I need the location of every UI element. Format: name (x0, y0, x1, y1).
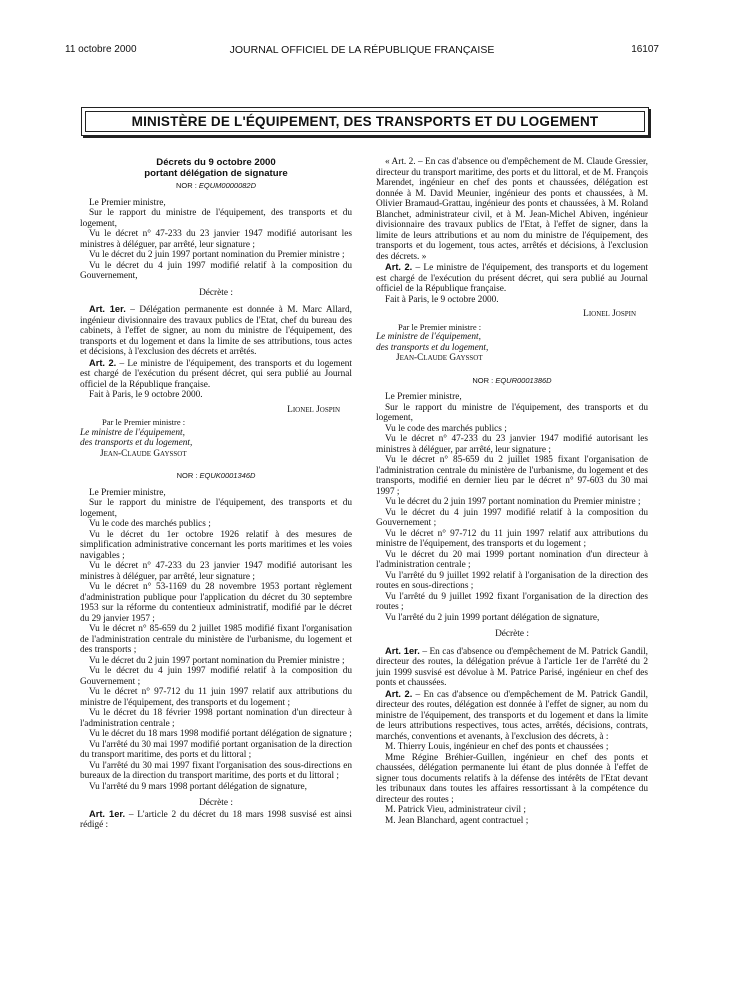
paragraph: Vu le décret n° 47-233 du 23 janvier 1947 modifié autorisant les ministres à déléguer, par arrêté, leur signature ; (376, 434, 648, 455)
paragraph: Vu le décret du 4 juin 1997 modifié relatif à la composition du Gouvernement ; (376, 507, 648, 528)
paragraph: Vu le décret n° 47-233 du 23 janvier 1947 modifié autorisant les ministres à déléguer, par arrêté, leur signature ; (80, 229, 352, 250)
paragraph: Vu le décret n° 97-712 du 11 juin 1997 relatif aux attributions du ministre de l'équipement, des transports et du logement ; (376, 528, 648, 549)
signature: Lionel Jospin (287, 404, 340, 415)
paragraph: Vu l'arrêté du 30 mai 1997 fixant l'organisation des sous-directions en bureaux de la direction du transport maritime, des ports et du littoral ; (80, 760, 352, 781)
signature: Lionel Jospin (583, 309, 636, 319)
article-text: – En cas d'absence ou d'empêchement de M. Patrick Gandil, directeur des routes, délégation est donnée à l'effet de signer, au nom du ministre de l'équipement, des transports et du logement et dans la limite de leurs attributions respectives, tous actes, arrêtés, décisions, contrats, marchés, conventions et avenants, à l'exclusion des décrets, à : (376, 689, 648, 742)
nor-reference (80, 471, 352, 482)
article-text: – Délégation permanente est donnée à M. Marc Allard, ingénieur divisionnaire des travaux publics de l'Etat, chef du bureau des cabinets, à l'effet de signer, au nom du ministre de l'équipement, des transports et du logement et dans la limite de ses attributions, tous actes et décisions, à l'exclusion des décrets et arrêtés. (80, 305, 352, 357)
paragraph: Vu le décret du 2 juin 1997 portant nomination du Premier ministre ; (89, 250, 345, 260)
countersign-intro: Par le Premier ministre : (398, 321, 482, 332)
header-date: 11 octobre 2000 (65, 44, 137, 55)
minister-name: Jean-Claude Gayssot (396, 353, 483, 363)
nor-code: EQUM0000082D (198, 181, 257, 190)
paragraph: Vu le décret du 4 juin 1997 modifié relatif à la composition du Gouvernement, (80, 260, 352, 281)
minister-name: Jean-Claude Gayssot (100, 448, 187, 459)
paragraph: Vu l'arrêté du 2 juin 1999 portant délégation de signature, (385, 612, 600, 623)
nor-label: NOR : (472, 375, 494, 385)
paragraph: M. Jean Blanchard, agent contractuel ; (385, 815, 529, 826)
paragraph: M. Patrick Vieu, administrateur civil ; (385, 805, 527, 815)
article-label: Art. 1er. (89, 304, 126, 314)
left-column (80, 157, 352, 831)
paragraph: Le Premier ministre, (89, 197, 166, 208)
decree-subheading: portant délégation de signature (144, 168, 288, 179)
header-page-number: 16107 (631, 44, 659, 55)
paragraph: Le Premier ministre, (89, 487, 166, 498)
paragraph: Vu le décret du 2 juin 1997 portant nomination du Premier ministre ; (89, 655, 345, 666)
paragraph: Fait à Paris, le 9 octobre 2000. (385, 294, 499, 305)
article (376, 262, 648, 295)
article-text: – L'article 2 du décret du 18 mars 1998 susvisé est ainsi rédigé : (80, 809, 353, 830)
paragraph: Vu l'arrêté du 9 juillet 1992 fixant l'organisation de la direction des routes ; (376, 591, 648, 612)
decrete-label: Décrète : (495, 629, 529, 639)
paragraph: Vu le décret n° 85-659 du 2 juillet 1985 modifié fixant l'organisation de l'administration centrale du ministère de l'urbanisme, du logement et des transports ; (80, 624, 352, 655)
paragraph: Vu le décret n° 85-659 du 2 juillet 1985 fixant l'organisation de l'administration centrale du ministère de l'urbanisme, du logement et des transports, modifié en dernier lieu par le décret n° 97-603 du 30 mai 1997 ; (376, 455, 648, 497)
paragraph: Vu le code des marchés publics ; (385, 423, 507, 434)
nor-reference (80, 181, 352, 192)
paragraph: Vu le décret n° 97-712 du 11 juin 1997 relatif aux attributions du ministre de l'équipement, des transports et du logement ; (80, 687, 352, 708)
article (376, 646, 648, 689)
article-text: – En cas d'absence ou d'empêchement de M. Patrick Gandil, directeur des routes, la délégation prévue à l'article 1er de l'arrêté du 2 juin 1999 susvisé est dévolue à M. Patrice Parisé, ingénieur en chef des ponts et chaussées. (376, 646, 649, 688)
header-journal-title: JOURNAL OFFICIEL DE LA RÉPUBLIQUE FRANÇAISE (229, 44, 495, 56)
paragraph: Vu l'arrêté du 9 juillet 1992 relatif à l'organisation de la direction des routes en sous-directions ; (376, 570, 648, 591)
paragraph: Vu le décret n° 47-233 du 23 janvier 1947 modifié autorisant les ministres à déléguer, par arrêté, leur signature ; (80, 561, 352, 582)
paragraph: Vu le décret n° 53-1169 du 28 novembre 1953 portant règlement d'administration publique pour l'application du décret du 30 septembre 1953 sur la réforme du contentieux administratif, modifié par le décret du 29 janvier 1957 ; (80, 582, 352, 624)
paragraph: « Art. 2. – En cas d'absence ou d'empêchement de M. Claude Gressier, directeur du transport maritime, des ports et du littoral, et de M. François Marendet, ingénieur en chef des ponts et chaussées, délégation est donnée à M. David Meunier, ingénieur des ponts et chaussées, à M. Olivier Bramaud-Grattau, ingénieur des ponts et chaussées, à M. Roland Blanchet, administrateur civil, et à M. Jean-Michel Abiven, ingénieur divisionnaire des travaux publics de l'Etat, à l'effet de signer, dans la limite de leurs attributions et au nom du ministre de l'équipement, des transports et du logement, tous actes, arrêtés et décisions, à l'exclusion des décrets. » (376, 157, 648, 262)
nor-label: NOR : (175, 181, 197, 190)
article (80, 358, 352, 391)
ministry-banner-text: MINISTÈRE DE L'ÉQUIPEMENT, DES TRANSPORTS ET DU LOGEMENT (85, 111, 645, 132)
paragraph: Sur le rapport du ministre de l'équipement, des transports et du logement, (80, 208, 352, 229)
nor-code: EQUK0001346D (199, 471, 256, 480)
ministry-banner (81, 107, 649, 136)
nor-code: EQUR0001386D (495, 375, 552, 385)
decrete-label: Décrète : (199, 798, 233, 808)
article-label: Art. 1er. (89, 808, 126, 819)
minister-title: Le ministre de l'équipement, (80, 427, 185, 438)
article-text: – Le ministre de l'équipement, des transports et du logement est chargé de l'exécution du présent décret, qui sera publié au Journal officiel de la République française. (376, 263, 648, 294)
paragraph: Vu l'arrêté du 9 mars 1998 portant délégation de signature, (89, 781, 307, 792)
minister-title: des transports et du logement, (376, 342, 489, 353)
minister-title: des transports et du logement, (80, 438, 193, 448)
paragraph: Fait à Paris, le 9 octobre 2000. (89, 390, 203, 400)
running-header (65, 44, 659, 58)
article-label: Art. 2. (89, 357, 117, 368)
minister-title: Le ministre de l'équipement, (376, 332, 481, 342)
article-label: Art. 2. (385, 688, 413, 699)
paragraph: Vu le décret du 4 juin 1997 modifié relatif à la composition du Gouvernement ; (80, 666, 352, 687)
nor-label: NOR : (176, 471, 198, 480)
paragraph: M. Thierry Louis, ingénieur en chef des ponts et chaussées ; (385, 742, 609, 752)
paragraph: Vu l'arrêté du 30 mai 1997 modifié portant organisation de la direction du transport maritime, des ports et du littoral ; (80, 739, 352, 760)
article-label: Art. 2. (385, 262, 413, 272)
article (80, 304, 352, 358)
decrete-label: Décrète : (199, 287, 233, 298)
paragraph: Vu le décret du 1er octobre 1926 relatif à des mesures de simplification administrative concernant les ports maritimes et les voies navigables ; (80, 529, 352, 561)
article-label: Art. 1er. (385, 645, 420, 656)
nor-reference (376, 376, 648, 387)
decree-heading: Décrets du 9 octobre 2000 (156, 157, 276, 168)
paragraph: Vu le code des marchés publics ; (89, 519, 211, 529)
paragraph: Sur le rapport du ministre de l'équipement, des transports et du logement, (376, 402, 648, 423)
paragraph: Vu le décret du 20 mai 1999 portant nomination d'un directeur à l'administration centrale ; (376, 549, 648, 570)
paragraph: Vu le décret du 18 février 1998 portant nomination d'un directeur à l'administration centrale ; (80, 708, 352, 729)
countersign-intro: Par le Premier ministre : (102, 417, 186, 427)
paragraph: Vu le décret du 2 juin 1997 portant nomination du Premier ministre ; (385, 497, 641, 507)
paragraph: Mme Régine Bréhier-Guillen, ingénieur en chef des ponts et chaussées, délégation permanente lui étant de plus donnée à l'effet de signer tous documents relatifs à la défense des intérêts de l'Etat devant les tribunaux dans toutes les affaires ressortissant à la compétence du directeur des routes ; (376, 752, 648, 805)
paragraph: Le Premier ministre, (385, 392, 462, 402)
right-column (376, 157, 648, 826)
paragraph: Vu le décret du 18 mars 1998 modifié portant délégation de signature ; (89, 729, 352, 739)
article (80, 809, 352, 831)
article-text: – Le ministre de l'équipement, des transports et du logement est chargé de l'exécution du présent décret, qui sera publié au Journal officiel de la République française. (80, 358, 352, 390)
paragraph: Sur le rapport du ministre de l'équipement, des transports et du logement, (80, 498, 352, 519)
article (376, 689, 648, 743)
